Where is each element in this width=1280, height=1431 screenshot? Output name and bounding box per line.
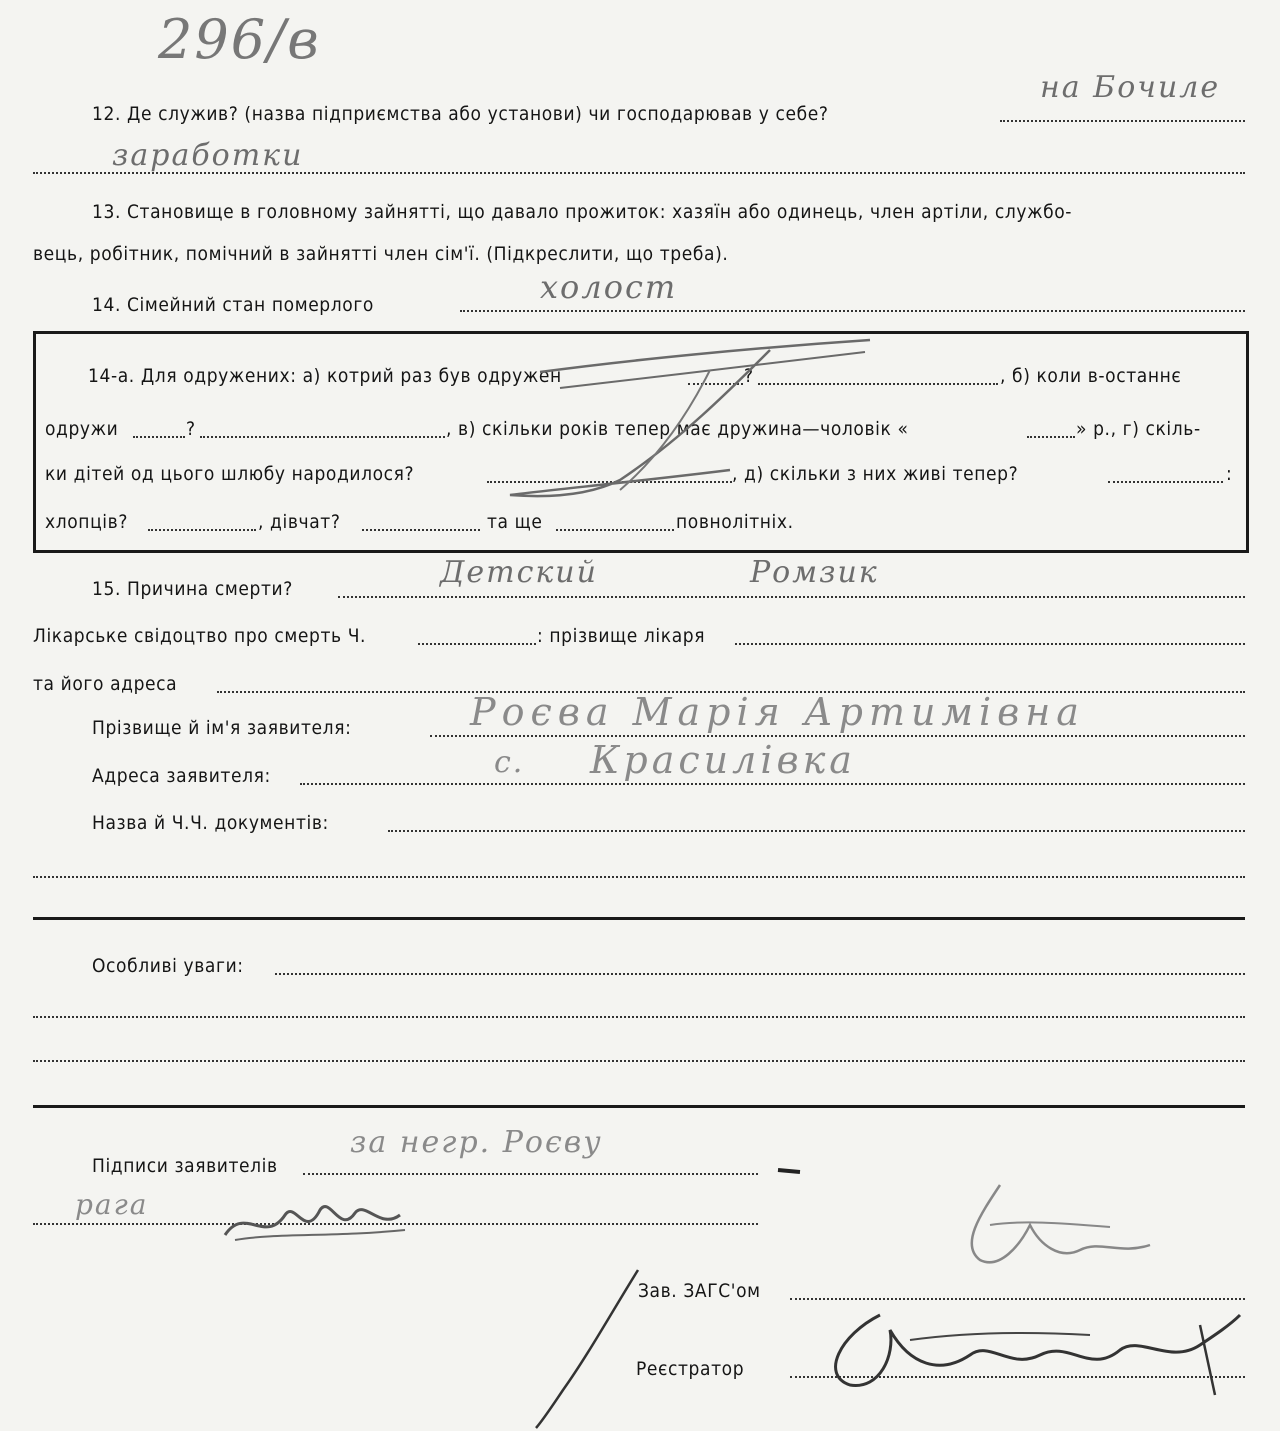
registrar-signature bbox=[820, 1295, 1250, 1405]
q15-answer-b: Ромзик bbox=[750, 555, 879, 590]
q14a-line4-c: та ще bbox=[487, 511, 543, 533]
q12-answer-b: заработки bbox=[112, 138, 304, 173]
archive-number: 296/в bbox=[158, 8, 321, 71]
q14a-line4-text: хлопців? bbox=[45, 511, 129, 533]
doctor-address-label: та його адреса bbox=[33, 673, 178, 695]
q12-answer-a: на Бочиле bbox=[1040, 70, 1221, 105]
q14a-line4-dots-a bbox=[148, 529, 256, 531]
applicant-name-line bbox=[430, 735, 1245, 737]
q14a-line2-dots-b bbox=[200, 436, 445, 438]
special-notes-line-3 bbox=[33, 1060, 1245, 1062]
section-divider-1 bbox=[33, 917, 1245, 920]
signature-text-a: за негр. Роєву bbox=[350, 1125, 603, 1160]
q14a-line1-q: ? bbox=[744, 365, 754, 387]
med-cert-number-line bbox=[418, 643, 536, 645]
q14a-line2-dots-c bbox=[1027, 436, 1075, 438]
applicant-address-label: Адреса заявителя: bbox=[92, 765, 271, 787]
q14a-line1-text: 14-а. Для одружених: а) котрий раз був одружен bbox=[88, 365, 562, 387]
applicant-address-b: Красилівка bbox=[590, 738, 856, 782]
q15-answer-a: Детский bbox=[440, 555, 598, 590]
q15-fill-line bbox=[338, 596, 1245, 598]
applicant-address-line bbox=[300, 783, 1245, 785]
med-cert-label: Лікарське свідоцтво про смерть Ч. bbox=[33, 625, 367, 647]
margin-pen-stroke bbox=[528, 1260, 648, 1430]
q14a-line3-text: ки дітей од цього шлюбу народилося? bbox=[45, 463, 415, 485]
q15-label: 15. Причина смерти? bbox=[92, 578, 293, 600]
q14a-line1-b: , б) коли в-останнє bbox=[1000, 365, 1182, 387]
q14-label: 14. Сімейний стан померлого bbox=[92, 294, 374, 316]
registrar-label: Реєстратор bbox=[636, 1358, 745, 1380]
doctor-name-line bbox=[735, 643, 1245, 645]
q14-fill-line bbox=[460, 310, 1245, 312]
q14a-line3-b: , д) скільки з них живі тепер? bbox=[732, 463, 1019, 485]
special-notes-line-2 bbox=[33, 1016, 1245, 1018]
q14a-line2-dots-a bbox=[133, 436, 185, 438]
ink-mark bbox=[775, 1160, 805, 1180]
zags-head-signature bbox=[940, 1165, 1170, 1285]
signatures-label: Підписи заявителів bbox=[92, 1155, 278, 1177]
q14a-line4-d: повнолітніх. bbox=[676, 511, 794, 533]
documents-line-2 bbox=[33, 876, 1245, 878]
q14a-line2-b: , в) скільки років тепер має дружина—чоловік « bbox=[446, 418, 909, 440]
applicant-address-a: с. bbox=[494, 745, 525, 780]
q14a-line2-c: » р., г) скіль- bbox=[1076, 418, 1201, 440]
applicant-signature-scrawl bbox=[215, 1185, 415, 1255]
q14a-strike-mark bbox=[470, 330, 890, 530]
special-notes-line-1 bbox=[275, 973, 1245, 975]
documents-line bbox=[388, 830, 1245, 832]
documents-label: Назва й Ч.Ч. документів: bbox=[92, 812, 329, 834]
q12-fill-line bbox=[1000, 120, 1245, 122]
q14a-line2-q: ? bbox=[186, 418, 196, 440]
section-divider-2 bbox=[33, 1105, 1245, 1108]
signature-text-b: рага bbox=[75, 1188, 149, 1221]
q12-label: 12. Де служив? (назва підприємства або установи) чи господарював у себе? bbox=[92, 103, 829, 125]
q14a-line4-b: , дівчат? bbox=[258, 511, 341, 533]
special-notes-label: Особливі уваги: bbox=[92, 955, 244, 977]
q13-line-2: вець, робітник, помічний в зайнятті член сім'ї. (Підкреслити, що треба). bbox=[33, 243, 729, 265]
q14a-line2-text: одружи bbox=[45, 418, 119, 440]
q14a-line3-dots-b bbox=[1108, 481, 1223, 483]
q13-line-1: 13. Становище в головному зайнятті, що давало прожиток: хазяїн або одинець, член артіли, службо- bbox=[92, 201, 1073, 223]
applicant-name-value: Роєва Марія Артимівна bbox=[470, 690, 1085, 734]
q14a-line3-c: : bbox=[1226, 463, 1233, 485]
q14a-line4-dots-b bbox=[362, 529, 480, 531]
zags-head-label: Зав. ЗАГС'ом bbox=[638, 1280, 761, 1302]
q14-answer: холост bbox=[540, 268, 678, 306]
applicant-name-label: Прізвище й ім'я заявителя: bbox=[92, 717, 352, 739]
doctor-name-label: : прізвище лікаря bbox=[537, 625, 706, 647]
signatures-line-1 bbox=[303, 1173, 758, 1175]
